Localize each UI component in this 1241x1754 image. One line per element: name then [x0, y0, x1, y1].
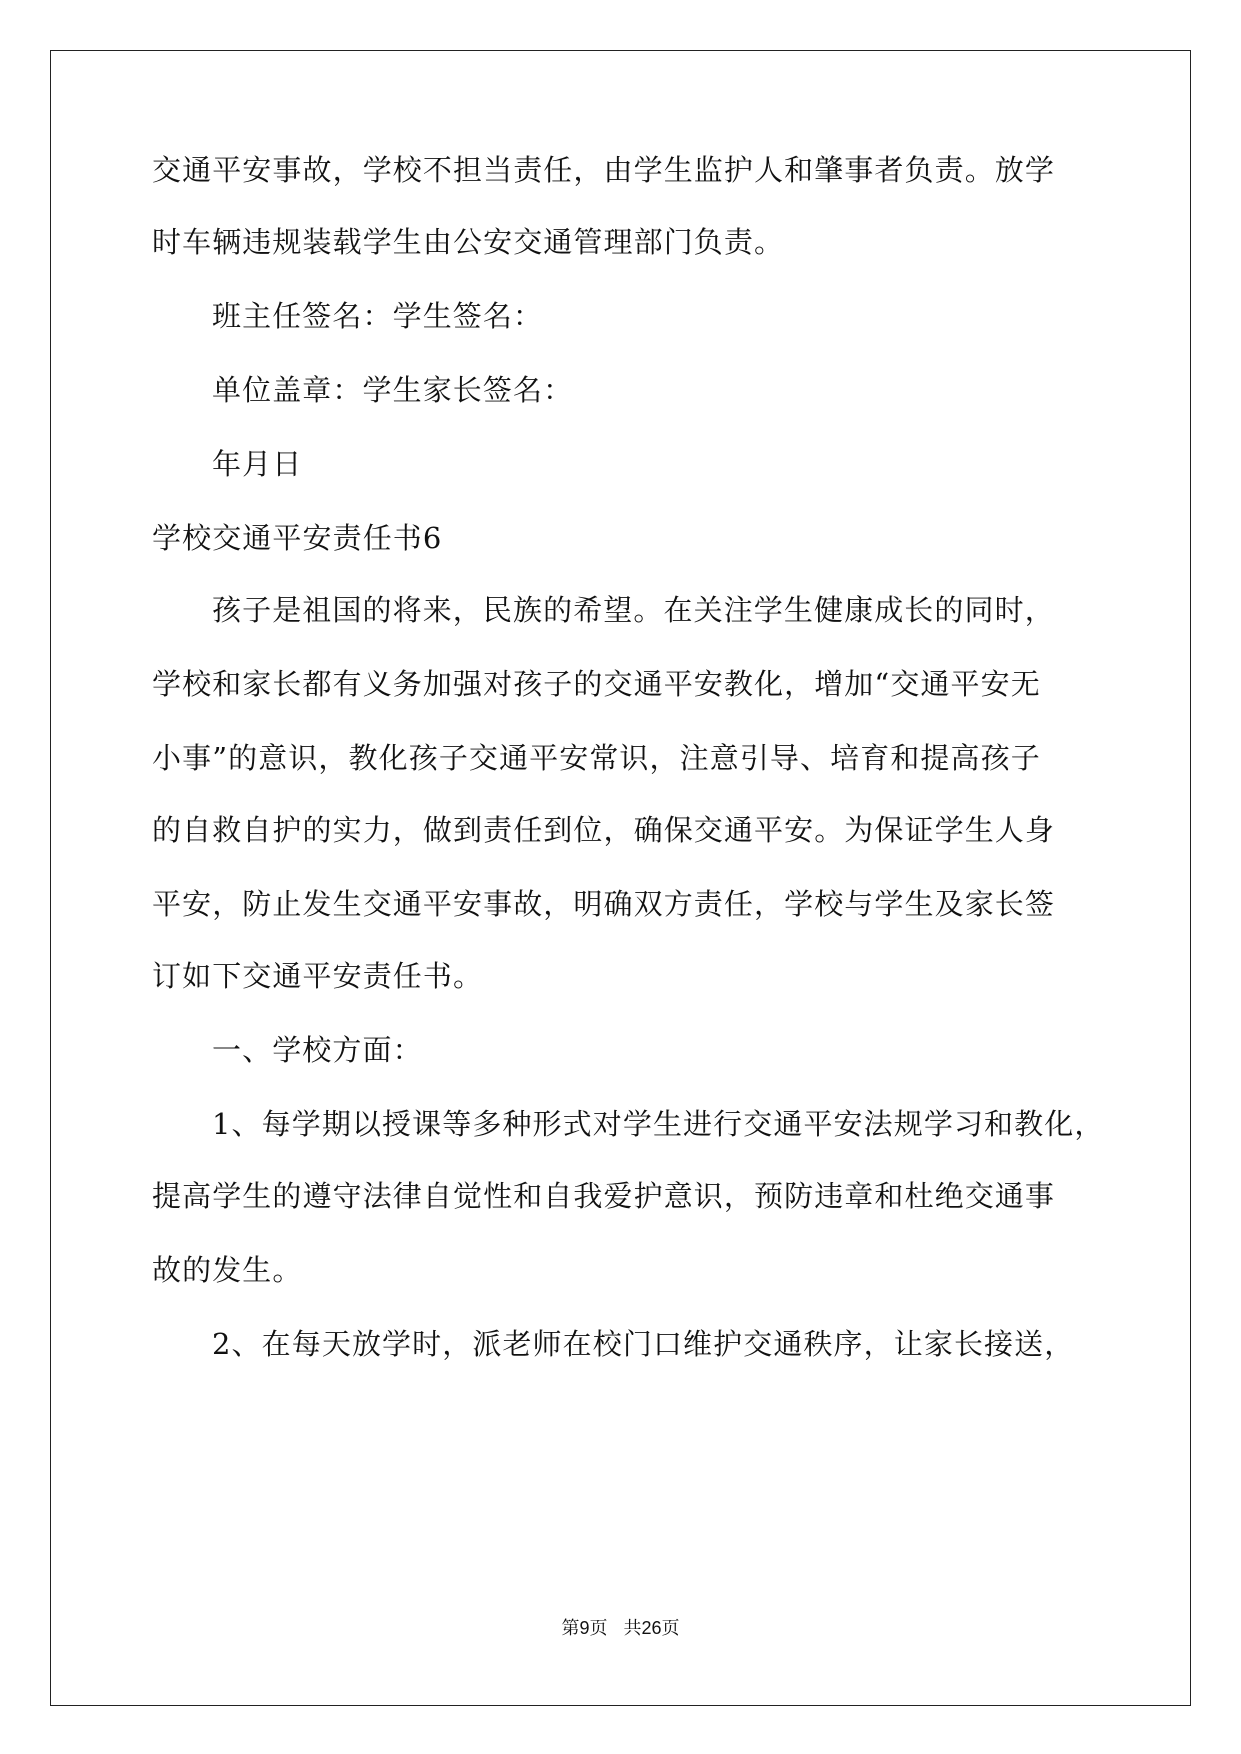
list-item: 1、每学期以授课等多种形式对学生进行交通平安法规学习和教化， [212, 1107, 1105, 1141]
paragraph-line: 时车辆违规装载学生由公安交通管理部门负责。 [152, 225, 785, 259]
signature-line-unit-parent: 单位盖章：学生家长签名： [212, 373, 574, 407]
footer-page-prefix: 第 [561, 1618, 580, 1639]
signature-line-teacher-student: 班主任签名：学生签名： [212, 299, 544, 333]
date-line: 年月日 [212, 447, 303, 481]
paragraph-line: 的自救自护的实力，做到责任到位，确保交通平安。为保证学生人身 [152, 813, 1056, 847]
footer-page-current: 9 [579, 1618, 590, 1638]
list-item: 2、在每天放学时，派老师在校门口维护交通秩序，让家长接送， [212, 1327, 1075, 1361]
paragraph-line: 故的发生。 [152, 1253, 303, 1287]
paragraph-line: 平安，防止发生交通平安事故，明确双方责任，学校与学生及家长签 [152, 887, 1056, 921]
footer-total-prefix: 共 [623, 1618, 642, 1639]
paragraph-line: 订如下交通平安责任书。 [152, 959, 484, 993]
page-footer [0, 1614, 1241, 1640]
paragraph-line: 小事”的意识，教化孩子交通平安常识，注意引导、培育和提高孩子 [152, 741, 1041, 775]
paragraph-line: 孩子是祖国的将来，民族的希望。在关注学生健康成长的同时， [212, 593, 1055, 627]
footer-page-total: 26 [641, 1618, 662, 1638]
footer-page-suffix: 页 [589, 1618, 608, 1639]
paragraph-line: 学校和家长都有义务加强对孩子的交通平安教化，增加“交通平安无 [152, 667, 1041, 701]
footer-total-suffix: 页 [661, 1618, 680, 1639]
paragraph-line: 提高学生的遵守法律自觉性和自我爱护意识，预防违章和杜绝交通事 [152, 1179, 1056, 1213]
subsection-heading: 一、学校方面： [212, 1033, 423, 1067]
paragraph-line: 交通平安事故，学校不担当责任，由学生监护人和肇事者负责。放学 [152, 153, 1056, 187]
section-title: 学校交通平安责任书6 [152, 521, 443, 555]
